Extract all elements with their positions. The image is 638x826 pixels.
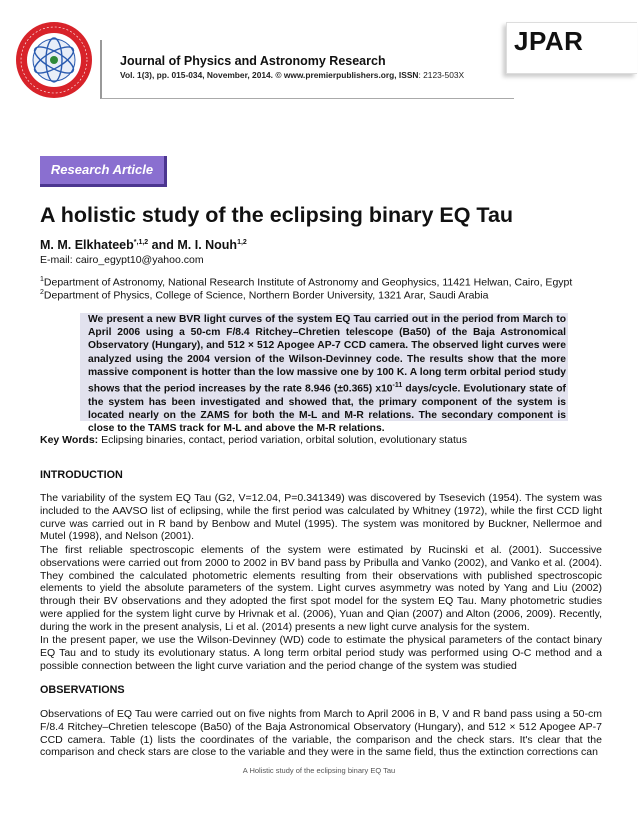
- corresponding-email: E-mail: cairo_egypt10@yahoo.com: [40, 254, 204, 266]
- abstract-text: We present a new BVR light curves of the system EQ Tau carried out in the period from March to April 2006 using a 50-cm F/8.4 Ritchey–Chretien telescope (Ba50) of the Baja Astronomical Observatory (Hungary), and 512 × 512 Apogee AP-7 CCD camera. The observed light curves were analyzed using the 2004 version of the Wilson-Devinney code. The results show that the more massive component is hotter than the low massive one by 100 K. A long term orbital period study shows that the period increases by the rate 8.946 (±0.365) $x10^{-11}$ days/cycle. Evolutionary state of the system has been investigated and showed that, the primary component of the system is located nearly on the ZAMS for both the M-L and M-R relations. The secondary component is close to the TAMS track for M-L and above the M-R relations.: [88, 314, 566, 435]
- page-footer: A Holistic study of the eclipsing binary EQ Tau: [242, 766, 396, 775]
- affiliation-2: $^2$Department of Physics, College of Science, Northern Border University, 1321 Arar, Saudi Arabia: [40, 289, 489, 302]
- publisher-logo: [14, 20, 94, 100]
- issn-label: ISSN: [398, 70, 419, 80]
- issn-value: : 2123-503X: [418, 70, 465, 80]
- affiliation-1: $^1$Department of Astronomy, National Research Institute of Astronomy and Geophysics, 11421 Helwan, Cairo, Egypt: [40, 276, 573, 289]
- author-2: M. I. Nouh: [177, 238, 238, 252]
- journal-info: Vol. 1(3), pp. 015-034, November, 2014. © www.premierpublishers.org, ISSN: 2123-503X: [120, 70, 465, 80]
- observations-paragraph-1: Observations of EQ Tau were carried out on five nights from March to April 2006 in B, V and R band pass using a 50-cm F/8.4 Ritchey–Chretien telescope (Ba50) of the Baja Astronomical Observatory (Hungary), and 512 × 512 Apogee AP-7 CCD camera. Table (1) lists the coordinates of the variable, the comparison and the check stars. It's clear that the comparison and check stars are close to the variable and they were in the same field, thus the extinction corrections can: [40, 708, 602, 759]
- keywords: Key Words: Eclipsing binaries, contact, period variation, orbital solution, evolutionary status: [40, 434, 468, 446]
- journal-name: Journal of Physics and Astronomy Research: [120, 54, 386, 68]
- article-type-label: Research Article: [40, 156, 167, 187]
- journal-badge: JPAR: [514, 26, 584, 56]
- intro-paragraph-1: The variability of the system EQ Tau (G2, V=12.04, P=0.341349) was discovered by Tsesevich (1954). The system was included to the AAVSO list of eclipsing, while the first period was calculated by Whitney (1972), while the first CCD light curve was carried out in R band by Benbow and Mutel (1995). The system was monitored by Buckner, Nellermoe and Mutel (1998), and Nelson (2001).: [40, 492, 602, 543]
- author-line: M. M. Elkhateeb$^{*,1,2}$ and M. I. Nouh$^{1,2}$: [40, 238, 247, 252]
- intro-paragraph-3: In the present paper, we use the Wilson-Devinney (WD) code to estimate the physical parameters of the contact binary EQ Tau and to study its evolutionary status. A long term orbital period study was performed using O-C method and a possible connection between the light curve variation and the period change of the system was studied: [40, 634, 602, 672]
- author-1: M. M. Elkhateeb: [40, 238, 134, 252]
- keywords-label: Key Words:: [40, 434, 99, 446]
- observations-heading: OBSERVATIONS: [40, 684, 125, 696]
- introduction-heading: INTRODUCTION: [40, 469, 123, 481]
- intro-paragraph-2: The first reliable spectroscopic elements of the system were estimated by Rucinski et al. (2001). Successive observations were carried out from 2000 to 2002 in BV band pass by Pribulla and Vanko (2002), and Vanko et al. (2004). They combined the calculated photometric elements resulting from their observations with published spectroscopic elements to yield the absolute parameters of the system. Light curves asymmetry was noted by Yang and Liu (2002) through their BV observations and they adopted the first spot model for the system EQ Tau. Many photometric studies were applied for the system light curve by Hrivnak et al. (2006), Yuan and Qian (2007) and Alton (2006, 2009). Recently, during the work in the present analysis, Li et al. (2014) presents a new light curve analysis for the system.: [40, 544, 602, 633]
- paper-title: A holistic study of the eclipsing binary EQ Tau: [40, 203, 514, 227]
